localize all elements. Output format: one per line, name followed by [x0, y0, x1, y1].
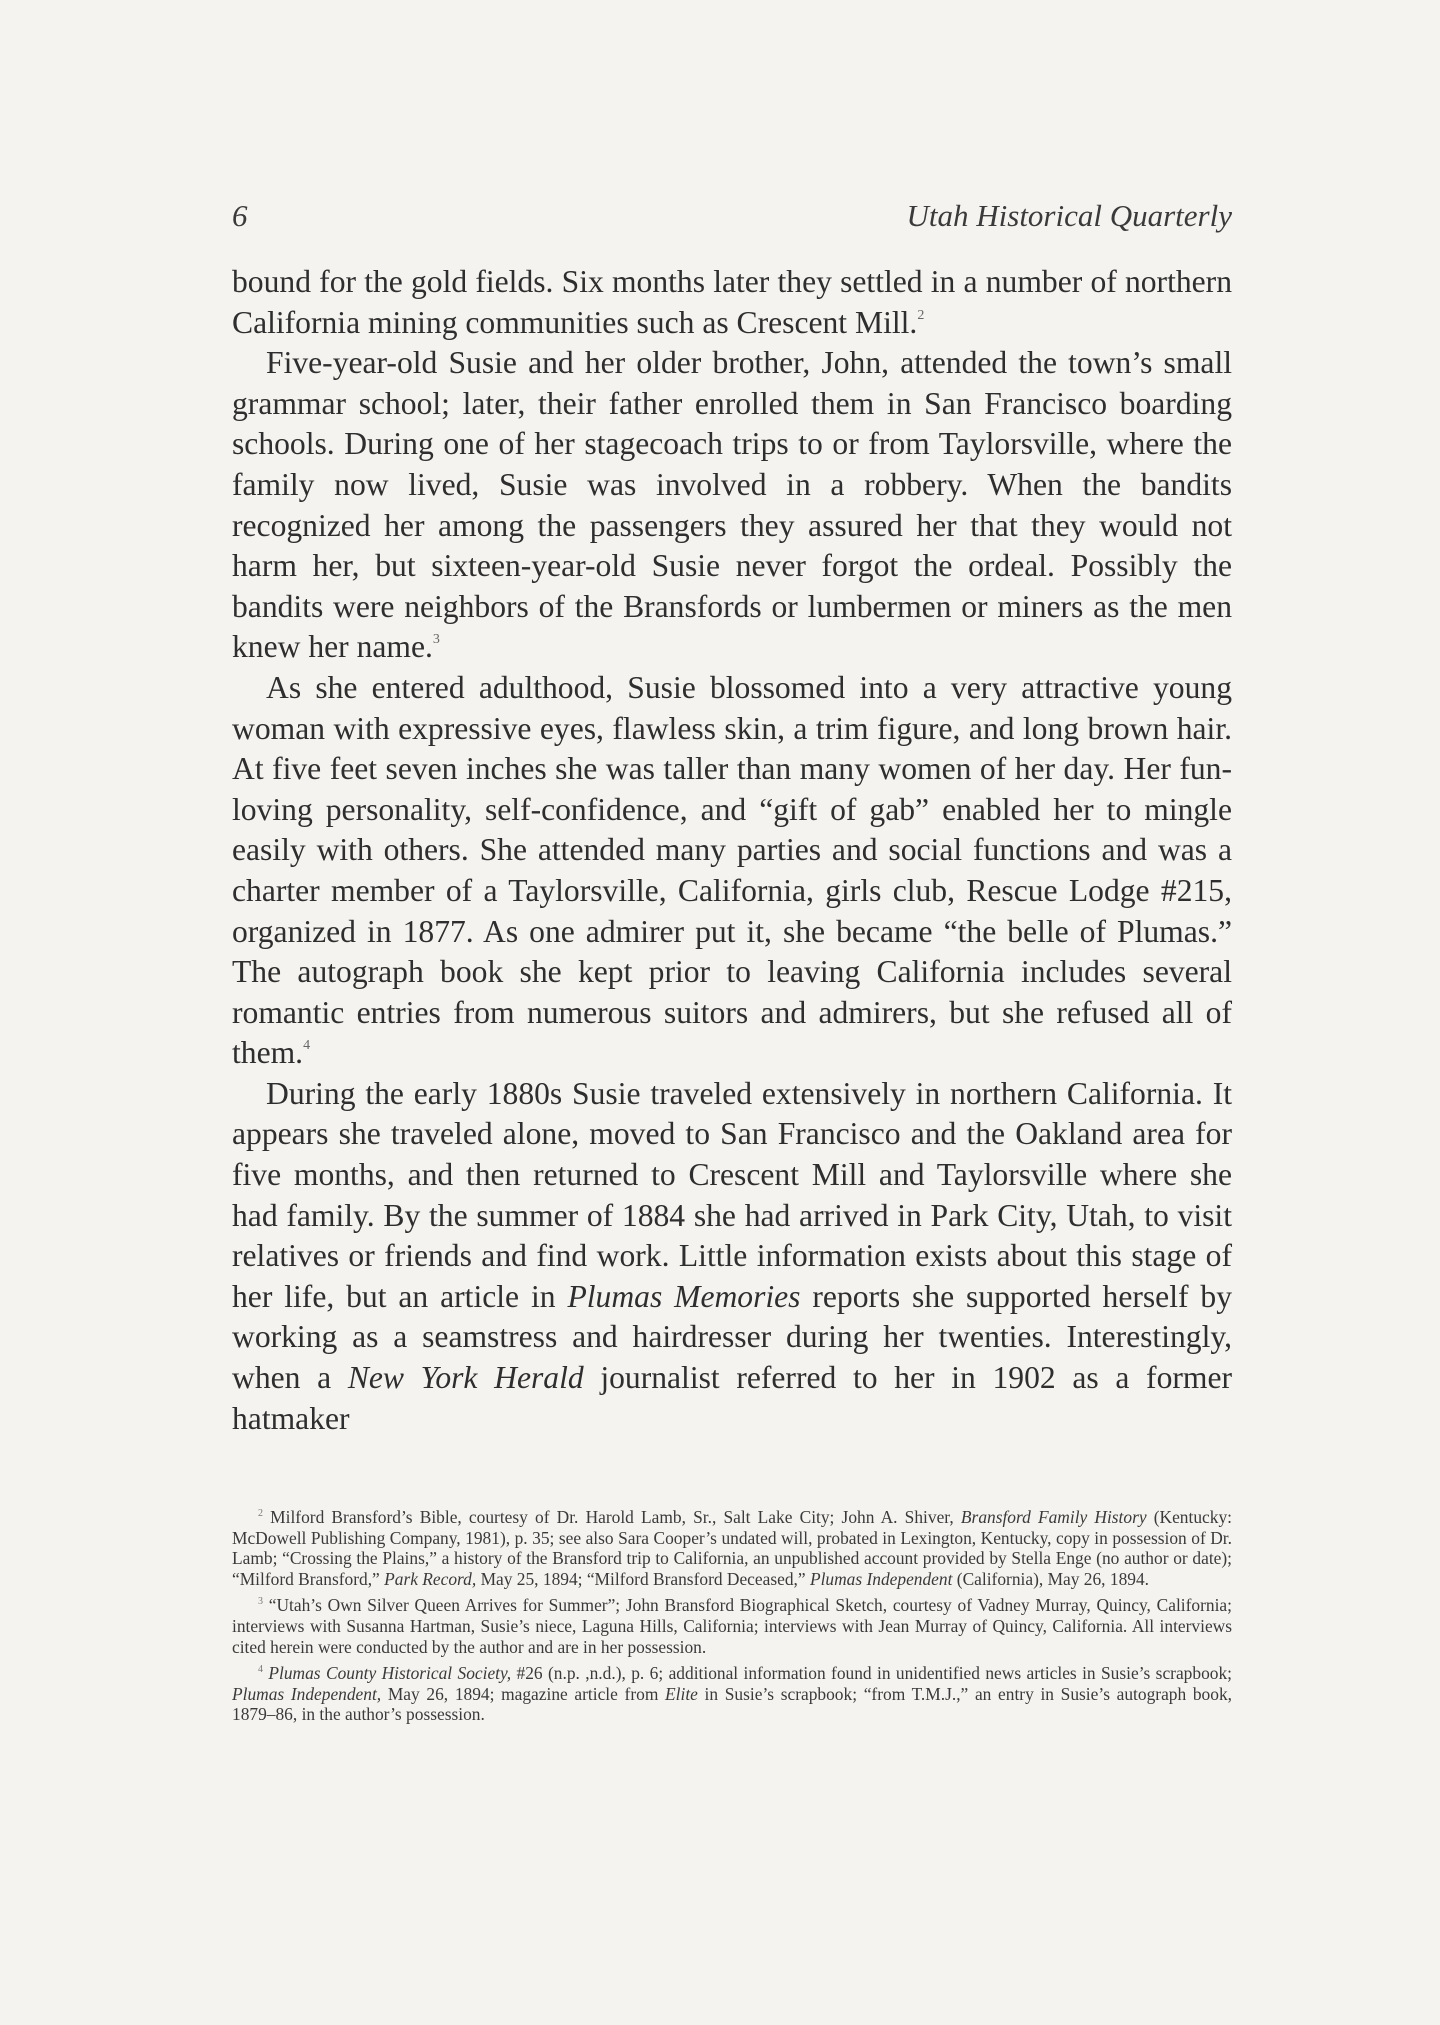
footnote-4-text-3: in Susie’s scrapbook; “from T.M.J.,” an entry in Susie’s autograph book, 1879–86, in the author’s possession.	[232, 1683, 1232, 1725]
paragraph-4-text-a: During the early 1880s Susie traveled extensively in northern California. It appears she traveled alone, moved to San Francisco and the Oakland area for five months, and then returned to Crescent Mill and Taylorsville where she had family. By the summer of 1884 she had arrived in Park City, Utah, to visit relatives or friends and find work. Little information exists about this stage of her life, but an article in	[232, 1075, 1232, 1314]
footnote-4	[232, 1663, 1232, 1725]
footnote-ref-3: 3	[432, 632, 440, 648]
paragraph-4-text-c: journalist referred to her in 1902 as a former hatmaker	[232, 1360, 1233, 1436]
paragraph-4	[232, 1074, 1232, 1439]
footnote-4-italic-2: Plumas Independent,	[232, 1683, 382, 1704]
footnote-ref-2: 2	[917, 307, 925, 323]
footnote-3-number: 3	[258, 1596, 263, 1608]
footnote-4-text-1: #26 (n.p. ,n.d.), p. 6; additional information found in unidentified news articles in Susie’s scrapbook;	[511, 1663, 1232, 1684]
footnote-2-italic-2: Park Record,	[384, 1568, 477, 1589]
paragraph-1-text: bound for the gold fields. Six months later they settled in a number of northern California mining communities such as Crescent Mill.	[232, 264, 1232, 340]
footnote-2-text-3: May 25, 1894; “Milford Bransford Deceased,”	[476, 1568, 806, 1589]
footnotes	[232, 1507, 1232, 1731]
footnote-4-italic-1: Plumas County Historical Society,	[268, 1663, 512, 1684]
paragraph-4-text-b: reports she supported herself by working as a seamstress and hairdresser during her twenties. Interestingly, when a	[232, 1278, 1232, 1396]
footnote-4-number: 4	[258, 1664, 263, 1676]
paragraph-2-text: Five-year-old Susie and her older brother, John, attended the town’s small grammar school; later, their father enrolled them in San Francisco boarding schools. During one of her stagecoach trips to or from Taylorsville, where the family now lived, Susie was involved in a robbery. When the bandits recognized her among the passengers they assured her that they would not harm her, but sixteen-year-old Susie never forgot the ordeal. Possibly the bandits were neighbors of the Bransfords or lumbermen or miners as the men knew her name.	[232, 345, 1232, 665]
footnote-2-text-2: (Kentucky: McDowell Publishing Company, 1981), p. 35; see also Sara Cooper’s undated will, probated in Lexington, Kentucky, copy in possession of Dr. Lamb; “Crossing the Plains,” a history of the Bransford trip to California, an unpublished account provided by Stella Enge (no author or date); “Milford Bransford,”	[232, 1507, 1232, 1589]
journal-title: Utah Historical Quarterly	[906, 198, 1232, 233]
footnote-2-italic-1: Bransford Family History	[960, 1507, 1147, 1527]
publication-title-plumas-memories: Plumas Memories	[567, 1278, 801, 1314]
footnote-2-italic-3: Plumas Independent	[809, 1568, 953, 1589]
footnote-2-text-4: (California), May 26, 1894.	[952, 1568, 1150, 1589]
running-header	[232, 198, 1232, 238]
paragraph-3	[232, 668, 1232, 1074]
paragraph-3-text: As she entered adulthood, Susie blossomed into a very attractive young woman with expressive eyes, flawless skin, a trim figure, and long brown hair. At five feet seven inches she was taller than many women of her day. Her fun-loving personality, self-confidence, and “gift of gab” enabled her to mingle easily with others. She attended many parties and social functions and was a charter member of a Taylorsville, California, girls club, Rescue Lodge #215, organized in 1877. As one admirer put it, she became “the belle of Plumas.” The autograph book she kept prior to leaving California includes several romantic entries from numerous suitors and admirers, but she refused all of them.	[232, 669, 1232, 1071]
publication-title-new-york-herald: New York Herald	[347, 1360, 584, 1396]
footnote-2-text-1: Milford Bransford’s Bible, courtesy of Dr. Harold Lamb, Sr., Salt Lake City; John A. Shiver,	[270, 1507, 954, 1527]
footnote-2	[232, 1507, 1232, 1589]
footnote-ref-4: 4	[303, 1038, 311, 1054]
paragraph-1	[232, 262, 1232, 343]
footnote-3-text-1: “Utah’s Own Silver Queen Arrives for Summer”; John Bransford Biographical Sketch, courtesy of Vadney Murray, Quincy, California; interviews with Susanna Hartman, Susie’s niece, Laguna Hills, California; interviews with Jean Murray of Quincy, California. All interviews cited herein were conducted by the author and are in her possession.	[232, 1595, 1232, 1657]
footnote-4-italic-3: Elite	[665, 1683, 698, 1704]
page-number: 6	[232, 198, 248, 233]
footnote-4-text-2: May 26, 1894; magazine article from	[381, 1683, 659, 1704]
paragraph-2	[232, 343, 1232, 668]
footnote-2-number: 2	[258, 1508, 263, 1519]
footnote-3	[232, 1595, 1232, 1657]
body-text	[232, 262, 1232, 1439]
